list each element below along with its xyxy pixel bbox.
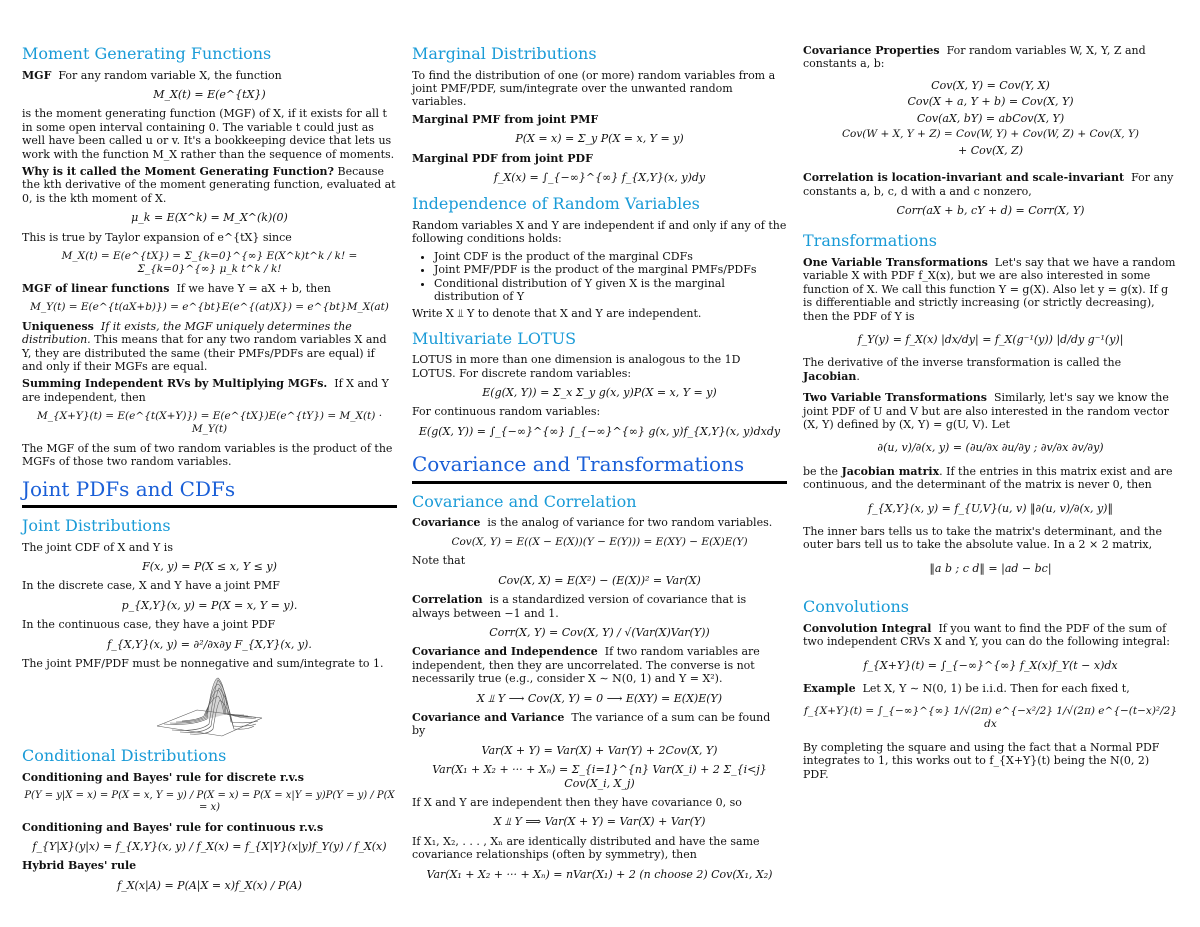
marginal-pdf-equation: f_X(x) = ∫_{−∞}^{∞} f_{X,Y}(x, y)dy bbox=[493, 170, 706, 184]
cov-indep-lead: Covariance and Independence bbox=[412, 645, 598, 659]
hybrid-lead: Hybrid Bayes' rule bbox=[22, 859, 137, 873]
two-var-text: Similarly, let's say we know the joint PDF of U and V but are also interested in the random vector (X, Y) defined by (X, Y) = g(U, V). Let bbox=[803, 391, 1169, 432]
corr-invariant-lead: Correlation is location-invariant and scale-invariant bbox=[803, 171, 1125, 185]
mgf-definition: is the moment generating function (MGF) of X, if it exists for all t in some open interval containing 0. The variable t could just as well have been called u or v. It's a bookkeeping device that lets us work with the function M_X rather than the sequence of moments. bbox=[22, 107, 395, 161]
example-paragraph bbox=[803, 682, 1178, 695]
two-var-lead: Two Variable Transformations bbox=[803, 391, 987, 405]
bars-text: The inner bars tells us to take the matrix's determinant, and the outer bars tell us to take the absolute value. In a 2 × 2 matrix, bbox=[803, 525, 1162, 552]
bivariate-normal-surface-image bbox=[152, 674, 267, 740]
conv-integral-paragraph bbox=[803, 622, 1178, 649]
corr-invariant-equation: Corr(aX + b, cY + d) = Corr(X, Y) bbox=[896, 204, 1085, 218]
jacobian-paragraph bbox=[803, 465, 1178, 492]
section-title-covcorr: Covariance and Correlation bbox=[412, 491, 637, 511]
linear-lead: MGF of linear functions bbox=[22, 281, 170, 295]
conv-integral-lead: Convolution Integral bbox=[803, 621, 932, 635]
cond-continuous-equation: f_{Y|X}(y|x) = f_{X,Y}(x, y) / f_X(x) = f_{X|Y}(x|y)f_Y(y) / f_X(x) bbox=[32, 840, 387, 854]
moment-equation: μ_k = E(X^k) = M_X^(k)(0) bbox=[131, 211, 288, 225]
why-text: Because the kth derivative of the moment generating function, evaluated at 0, is the kth moment of X. bbox=[22, 164, 396, 205]
correlation-text: is a standardized version of covariance that is always between −1 and 1. bbox=[412, 593, 747, 620]
note-that: Note that bbox=[412, 554, 466, 568]
cov-var-iid-text: If X₁, X₂, . . . , Xₙ are identically distributed and have the same covariance relationships (often by symmetry), then bbox=[412, 834, 760, 862]
one-var-equation: f_Y(y) = f_X(x) |dx/dy| = f_X(g⁻¹(y)) |d/dy g⁻¹(y)| bbox=[857, 333, 1124, 346]
corr-invariant-paragraph bbox=[803, 171, 1178, 198]
section-title-convolutions: Convolutions bbox=[803, 597, 909, 617]
cond-discrete-lead: Conditioning and Bayes' rule for discrete r.v.s bbox=[22, 770, 304, 784]
mgf-equation: M_X(t) = E(e^{tX}) bbox=[153, 87, 266, 101]
jacobian-matrix-equation: ∂(u, v)/∂(x, y) = (∂u/∂x ∂u/∂y ; ∂v/∂x ∂v/∂y) bbox=[877, 441, 1104, 455]
independence-list bbox=[434, 250, 787, 304]
independence-item: • Joint PMF/PDF is the product of the marginal PMFs/PDFs bbox=[434, 263, 787, 276]
lotus-continuous-text: For continuous random variables: bbox=[412, 405, 601, 419]
joint-cdf-text: The joint CDF of X and Y is bbox=[22, 540, 173, 554]
example-lead: Example bbox=[803, 682, 856, 696]
sum-equation: M_{X+Y}(t) = E(e^{t(X+Y)}) = E(e^{tX})E(e^{tY}) = M_X(t) · M_Y(t) bbox=[36, 410, 383, 436]
linear-text: If we have Y = aX + b, then bbox=[176, 281, 331, 295]
cov-var-indep-equation: X ⫫ Y ⟹ Var(X + Y) = Var(X) + Var(Y) bbox=[493, 815, 706, 829]
covariance-equation: Cov(X, Y) = E((X − E(X))(Y − E(Y))) = E(XY) − E(X)E(Y) bbox=[451, 535, 748, 548]
cov-var-lead: Covariance and Variance bbox=[412, 711, 565, 725]
joint-pdf-text: In the continuous case, they have a joint PDF bbox=[22, 618, 276, 632]
cov-properties-text: For random variables W, X, Y, Z and constants a, b: bbox=[803, 44, 1146, 71]
cov-var-paragraph bbox=[412, 711, 787, 738]
heading-rule bbox=[412, 481, 787, 484]
one-var-after-text: The derivative of the inverse transformation is called the bbox=[803, 356, 1122, 370]
cond-continuous-lead: Conditioning and Bayes' rule for continuous r.v.s bbox=[22, 820, 324, 834]
cov-property-equation: Cov(W + X, Y + Z) = Cov(W, Y) + Cov(W, Z) + Cov(X, Y) bbox=[841, 128, 1140, 141]
covariance-paragraph bbox=[412, 516, 787, 529]
sum-paragraph bbox=[22, 377, 397, 404]
joint-pdf-surface-figure bbox=[22, 674, 397, 740]
why-paragraph bbox=[22, 165, 397, 205]
independence-text: Random variables X and Y are independent if and only if any of the following conditions holds: bbox=[412, 218, 787, 246]
hybrid-equation: f_X(x|A) = P(A|X = x)f_X(x) / P(A) bbox=[117, 878, 302, 892]
marginal-pmf-lead: Marginal PMF from joint PMF bbox=[412, 112, 599, 126]
marginal-pmf-equation: P(X = x) = Σ_y P(X = x, Y = y) bbox=[515, 132, 684, 146]
linear-equation: M_Y(t) = E(e^{t(aX+b)}) = e^{bt}E(e^{(at)X}) = e^{bt}M_X(at) bbox=[30, 300, 389, 313]
cov-property-equation: Cov(X + a, Y + b) = Cov(X, Y) bbox=[907, 95, 1074, 109]
cov-property-equation: Cov(aX, bY) = abCov(X, Y) bbox=[916, 111, 1065, 125]
marginal-pdf-lead: Marginal PDF from joint PDF bbox=[412, 151, 593, 165]
one-var-paragraph bbox=[803, 256, 1178, 323]
section-title-joint: Joint Distributions bbox=[22, 516, 171, 536]
joint-nonneg-text: The joint PMF/PDF must be nonnegative and sum/integrate to 1. bbox=[22, 656, 384, 670]
two-var-paragraph bbox=[803, 391, 1178, 431]
lotus-text: LOTUS in more than one dimension is analogous to the 1D LOTUS. For discrete random variables: bbox=[412, 353, 741, 380]
one-var-text: Let's say that we have a random variable X with PDF f_X(x), but we are also interested in some function of X. We call this function Y = g(X). Also let y = g(x). If g is differentiable and strictly increasing (or strictly decreasing), then the PDF of Y is bbox=[803, 255, 1176, 323]
sum-after: The MGF of the sum of two random variables is the product of the MGFs of those two random variables. bbox=[22, 441, 393, 469]
section-title-mgf: Moment Generating Functions bbox=[22, 44, 272, 63]
why-lead: Why is it called the Moment Generating Function? bbox=[22, 164, 334, 178]
cond-discrete-equation: P(Y = y|X = x) = P(X = x, Y = y) / P(X = x) = P(X = x|Y = y)P(Y = y) / P(X = x) bbox=[24, 790, 395, 814]
heading-rule bbox=[22, 505, 397, 508]
jacobian-text: . If the entries in this matrix exist and are continuous, and the determinant of the matrix is never 0, then bbox=[803, 464, 1173, 492]
mgf-lead: MGF bbox=[22, 68, 52, 82]
section-title-conditional: Conditional Distributions bbox=[22, 746, 227, 766]
corr-invariant-text: For any constants a, b, c, d with a and c nonzero, bbox=[803, 171, 1174, 198]
determinant-equation: ‖a b ; c d‖ = |ad − bc| bbox=[929, 561, 1052, 575]
linear-paragraph bbox=[22, 282, 397, 295]
independence-notation: Write X ⫫ Y to denote that X and Y are independent. bbox=[412, 307, 702, 321]
one-var-lead: One Variable Transformations bbox=[803, 255, 988, 269]
mgf-intro-text: For any random variable X, the function bbox=[58, 68, 282, 82]
cov-indep-equation: X ⫫ Y ⟶ Cov(X, Y) = 0 ⟶ E(XY) = E(X)E(Y) bbox=[476, 691, 723, 705]
correlation-lead: Correlation bbox=[412, 593, 483, 607]
one-var-after: The derivative of the inverse transformation is called the Jacobian. bbox=[803, 356, 1122, 383]
lotus-continuous-equation: E(g(X, Y)) = ∫_{−∞}^{∞} ∫_{−∞}^{∞} g(x, y)f_{X,Y}(x, y)dxdy bbox=[418, 424, 781, 438]
column-3 bbox=[803, 44, 1178, 785]
covariance-big-heading: Covariance and Transformations bbox=[412, 452, 745, 477]
jacobian-matrix-term: Jacobian matrix bbox=[841, 464, 940, 478]
joint-pdf-equation: f_{X,Y}(x, y) = ∂²/∂x∂y F_{X,Y}(x, y). bbox=[107, 637, 312, 651]
example-after: By completing the square and using the fact that a Normal PDF integrates to 1, this works out to f_{X+Y}(t) being the N(0, 2) PDF. bbox=[803, 741, 1160, 781]
conv-integral-equation: f_{X+Y}(t) = ∫_{−∞}^{∞} f_X(x)f_Y(t − x)dx bbox=[863, 658, 1118, 672]
taylor-equation: M_X(t) = E(e^{tX}) = Σ_{k=0}^{∞} E(X^k)t^k / k! = Σ_{k=0}^{∞} μ_k t^k / k! bbox=[61, 249, 358, 275]
cov-properties-equations bbox=[803, 79, 1178, 157]
cov-indep-paragraph bbox=[412, 645, 787, 685]
cov-var-equation-1: Var(X + Y) = Var(X) + Var(Y) + 2Cov(X, Y) bbox=[481, 743, 718, 757]
joint-big-heading: Joint PDFs and CDFs bbox=[22, 476, 236, 501]
sum-text: If X and Y are independent, then bbox=[22, 377, 389, 404]
marginal-text: To find the distribution of one (or more) random variables from a joint PMF/PDF, sum/integrate over the unwanted random variables. bbox=[412, 68, 776, 109]
joint-cdf-equation: F(x, y) = P(X ≤ x, Y ≤ y) bbox=[142, 559, 277, 573]
independence-item: • Conditional distribution of Y given X is the marginal distribution of Y bbox=[434, 277, 787, 304]
section-title-marginal: Marginal Distributions bbox=[412, 44, 597, 63]
covariance-text: is the analog of variance for two random variables. bbox=[487, 516, 773, 530]
joint-pmf-text: In the discrete case, X and Y have a joint PMF bbox=[22, 579, 280, 593]
uniqueness-text: This means that for any two random variables X and Y, they are distributed the same (their PMFs/PDFs are equal) if and only if their MGFs are equal. bbox=[22, 333, 387, 373]
cov-var-text: The variance of a sum can be found by bbox=[412, 711, 771, 738]
lotus-discrete-equation: E(g(X, Y)) = Σ_x Σ_y g(x, y)P(X = x, Y = y) bbox=[482, 386, 717, 400]
joint-pmf-equation: p_{X,Y}(x, y) = P(X = x, Y = y). bbox=[121, 598, 298, 612]
section-title-lotus: Multivariate LOTUS bbox=[412, 328, 577, 348]
uniqueness-paragraph bbox=[22, 320, 397, 374]
sum-lead: Summing Independent RVs by Multiplying MGFs. bbox=[22, 377, 328, 391]
example-equation: f_{X+Y}(t) = ∫_{−∞}^{∞} 1/√(2π) e^{−x²/2} 1/√(2π) e^{−(t−x)²/2} dx bbox=[803, 705, 1178, 731]
cov-var-equation-2: Var(X₁ + X₂ + ··· + Xₙ) = Σ_{i=1}^{n} Var(X_i) + 2 Σ_{i<j} Cov(X_i, X_j) bbox=[432, 763, 767, 790]
cov-var-iid-equation: Var(X₁ + X₂ + ··· + Xₙ) = nVar(X₁) + 2 (n choose 2) Cov(X₁, X₂) bbox=[426, 867, 773, 881]
covxx-equation: Cov(X, X) = E(X²) − (E(X))² = Var(X) bbox=[498, 573, 701, 587]
column-1 bbox=[22, 44, 397, 898]
column-2 bbox=[412, 44, 787, 887]
mgf-intro bbox=[22, 69, 397, 82]
cov-var-indep-text: If X and Y are independent then they have covariance 0, so bbox=[412, 796, 742, 810]
correlation-paragraph bbox=[412, 593, 787, 620]
conv-integral-text: If you want to find the PDF of the sum of two independent CRVs X and Y, you can do the following integral: bbox=[803, 621, 1170, 649]
example-text: Let X, Y ∼ N(0, 1) be i.i.d. Then for each fixed t, bbox=[862, 682, 1130, 696]
section-title-transformations: Transformations bbox=[803, 231, 937, 251]
cov-properties-lead: Covariance Properties bbox=[803, 44, 940, 57]
uniqueness-lead: Uniqueness bbox=[22, 319, 94, 333]
cov-indep-text: If two random variables are independent, then they are uncorrelated. The converse is not necessarily true (e.g., consider X ∼ N(0, 1) and Y = X²). bbox=[412, 645, 760, 686]
covariance-lead: Covariance bbox=[412, 516, 481, 530]
jacobian-pre: be the bbox=[803, 464, 839, 478]
taylor-text: This is true by Taylor expansion of e^{tX} since bbox=[22, 230, 292, 244]
correlation-equation: Corr(X, Y) = Cov(X, Y) / √(Var(X)Var(Y)) bbox=[489, 626, 710, 639]
uniqueness-italic: If it exists, the MGF uniquely determines the distribution. bbox=[22, 319, 352, 347]
jacobian-pdf-equation: f_{X,Y}(x, y) = f_{U,V}(u, v) ‖∂(u, v)/∂(x, y)‖ bbox=[868, 501, 1113, 515]
jacobian-term: Jacobian bbox=[803, 369, 857, 383]
section-title-independence: Independence of Random Variables bbox=[412, 194, 700, 214]
cov-properties-paragraph bbox=[803, 44, 1178, 71]
cov-property-equation: + Cov(X, Z) bbox=[957, 143, 1024, 157]
independence-item: • Joint CDF is the product of the marginal CDFs bbox=[434, 250, 787, 263]
cov-property-equation: Cov(X, Y) = Cov(Y, X) bbox=[931, 78, 1050, 92]
